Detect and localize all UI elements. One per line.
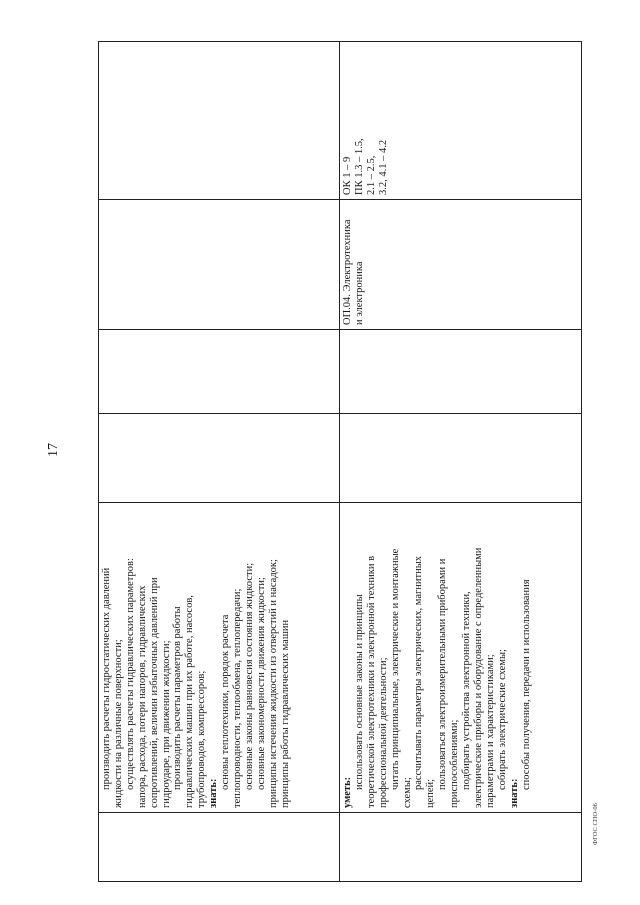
skills-list: [101, 507, 292, 808]
index-cell: [99, 813, 340, 882]
text-line: знать:: [508, 778, 520, 808]
page-number: 17: [46, 443, 61, 457]
text-line: трубопроводов, компрессоров;: [196, 670, 208, 808]
text-line: параметрами и характеристиками;: [484, 654, 496, 808]
text-line: ОК 1 – 9: [342, 156, 353, 195]
skills-knowledge-cell: [99, 503, 340, 813]
competence-table: [98, 41, 582, 882]
table-row: [99, 42, 340, 882]
text-line: схемы;: [401, 777, 413, 808]
text-line: основные законы равновесия состояния жидкости;: [243, 562, 255, 790]
table-row: [340, 42, 582, 882]
text-line: профессиональной деятельности;: [377, 657, 389, 808]
text-line: жидкости на различные поверхности;: [112, 639, 124, 808]
text-line: знать:: [208, 778, 220, 808]
text-line: 2.1 – 2.5,: [365, 155, 377, 195]
text-line: производить расчеты гидростатических давлений: [101, 567, 112, 790]
hours-max-cell: [340, 414, 582, 503]
competence-codes: [342, 46, 390, 195]
text-line: 3.2, 4.1 – 4.2: [377, 139, 389, 195]
text-line: пользоваться электроизмерительными приборами и: [437, 558, 449, 790]
text-line: осуществлять расчеты гидравлических параметров:: [124, 558, 136, 790]
hours-class-cell: [340, 330, 582, 414]
text-line: принципы работы гидравлических машин: [279, 619, 291, 808]
text-line: подбирать устройства электронной техники,: [461, 591, 473, 790]
skills-list: [342, 507, 533, 808]
text-line: уметь:: [342, 776, 353, 808]
text-line: принципы истечения жидкости из отверстий и насадок;: [267, 559, 279, 808]
text-line: гидравлических машин при их работе, насосов,: [184, 595, 196, 808]
text-line: гидроударе, при движении жидкости;: [160, 640, 172, 808]
hours-class-cell: [99, 330, 340, 414]
text-line: собирать электрические схемы;: [496, 649, 508, 790]
discipline-cell: [340, 200, 582, 330]
text-line: ОП.04. Электротехника: [342, 219, 353, 325]
text-line: напора, расхода, потери напоров, гидравлических: [136, 585, 148, 808]
discipline-name: [342, 204, 366, 325]
text-line: читать принципиальные, электрические и монтажные: [389, 548, 401, 790]
text-line: сопротивлений, величин избыточных давлений при: [148, 577, 160, 808]
discipline-cell: [99, 200, 340, 330]
text-line: теоретической электротехники и электронной техники в: [365, 555, 377, 808]
rotated-page-content: [98, 42, 581, 882]
text-line: теплопроводности, теплообмена, теплопередачи;: [231, 588, 243, 808]
document-code: ФГОС СПО-06: [592, 803, 599, 845]
text-line: и электроника: [353, 261, 365, 325]
text-line: электрические приборы и оборудование с определенными: [472, 547, 484, 808]
skills-knowledge-cell: [340, 503, 582, 813]
index-cell: [340, 813, 582, 882]
text-line: ПК 1.3 – 1.5,: [353, 138, 365, 195]
text-line: рассчитывать параметры электрических, магнитных: [413, 555, 425, 790]
competence-cell: [340, 42, 582, 200]
text-line: цепей;: [425, 778, 437, 808]
text-line: основные закономерности движения жидкости;: [255, 577, 267, 790]
text-line: приспособлениями;: [449, 719, 461, 808]
text-line: основы теплотехники, порядок расчета: [220, 614, 232, 790]
hours-max-cell: [99, 414, 340, 503]
competence-cell: [99, 42, 340, 200]
text-line: производить расчеты параметров работы: [172, 606, 184, 790]
text-line: способы получения, передачи и использования: [520, 579, 532, 790]
text-line: использовать основные законы и принципы: [353, 594, 365, 790]
